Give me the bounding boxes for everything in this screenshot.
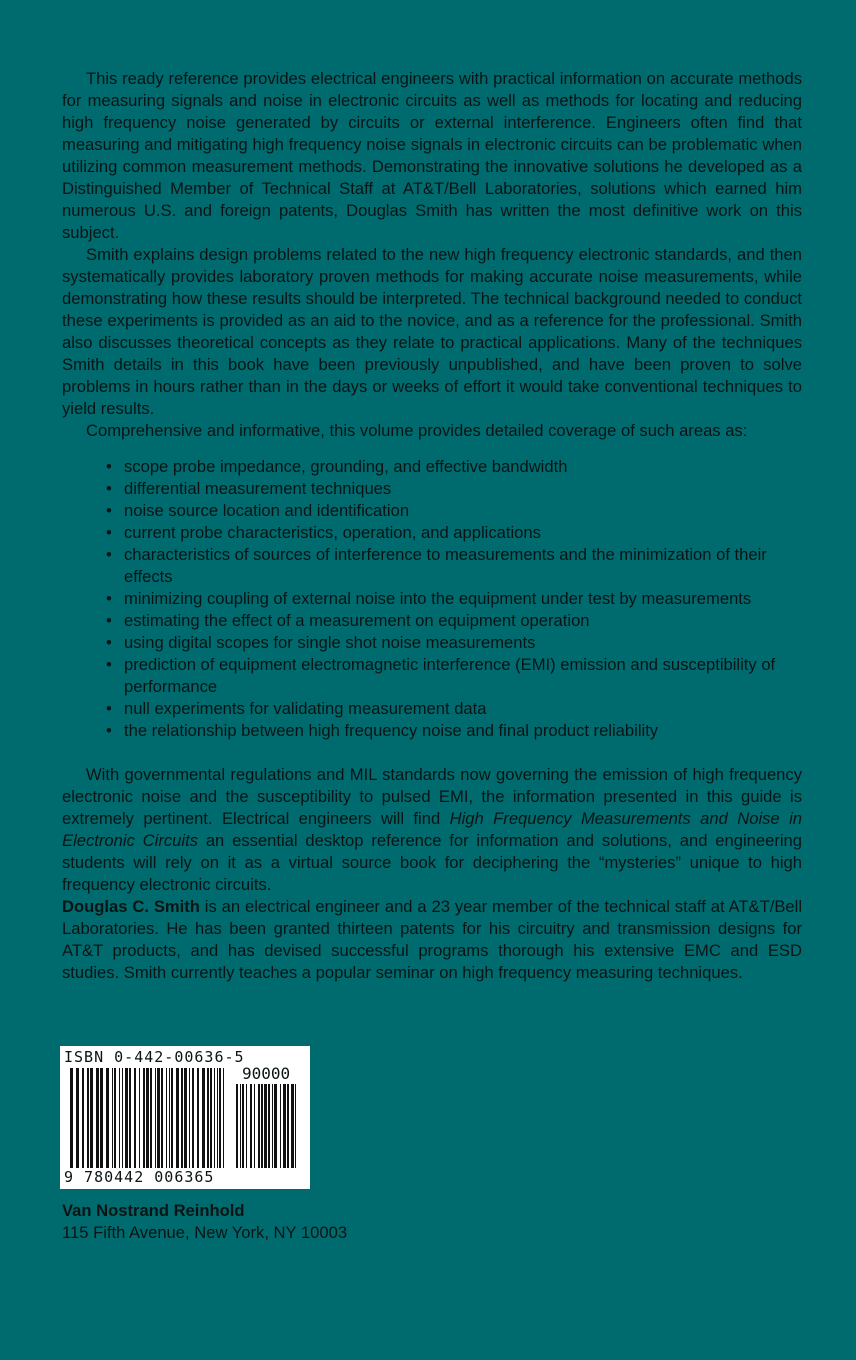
coverage-list-item: [104, 654, 802, 698]
barcode-bar: [70, 1068, 73, 1168]
publisher-address: 115 Fifth Avenue, New York, NY 10003: [62, 1223, 348, 1242]
bullet-icon: •: [106, 611, 112, 630]
barcode-bar: [214, 1068, 215, 1168]
regulations-text-before: With governmental regulations and MIL standards now governing the emission of high frequency electronic noise and the susceptibility to pulsed EMI, the information presented in this guide is extremely pertinent. Electrical engineers will find: [62, 765, 802, 828]
barcode-bar: [250, 1084, 252, 1168]
barcode-bar: [76, 1068, 79, 1168]
barcode-bar: [254, 1084, 255, 1168]
bullet-icon: •: [106, 699, 112, 718]
bullet-icon: •: [106, 523, 112, 542]
description-block: [62, 68, 802, 984]
bullet-icon: •: [106, 655, 112, 674]
bullet-icon: •: [106, 501, 112, 520]
barcode-bar: [82, 1068, 84, 1168]
coverage-item-text: noise source location and identification: [124, 501, 410, 520]
barcode-bar: [189, 1068, 190, 1168]
barcode-bar: [112, 1068, 113, 1168]
coverage-list: [62, 456, 802, 742]
barcode-bar: [146, 1068, 149, 1168]
author-name: Douglas C. Smith: [62, 897, 200, 916]
barcode-bar: [87, 1068, 89, 1168]
coverage-item-text: estimating the effect of a measurement on equipment operation: [124, 611, 590, 630]
barcode-bar: [264, 1084, 267, 1168]
barcode-bar: [261, 1084, 263, 1168]
coverage-list-item: [104, 588, 802, 610]
coverage-list-item: [104, 610, 802, 632]
barcode-bar: [223, 1068, 224, 1168]
coverage-list-item: [104, 544, 802, 588]
methods-paragraph: Smith explains design problems related to the new high frequency electronic standards, and then systematically provides laboratory proven methods for making accurate noise measurements, while demonstrating how these results should be interpreted. The technical background needed to conduct these experiments is provided as an aid to the novice, and as a reference for the professional. Smith also discusses theoretical concepts as they relate to practical applications. Many of the techniques Smith details in this book have been previously unpublished, and have been proven to solve problems in hours rather than in the days or weeks of effort it would take conventional techniques to yield results.: [62, 245, 802, 418]
coverage-item-text: null experiments for validating measurement data: [124, 699, 487, 718]
barcode-bar: [295, 1084, 296, 1168]
coverage-list-item: [104, 456, 802, 478]
barcode-bar: [166, 1068, 167, 1168]
barcode-bar: [242, 1084, 244, 1168]
coverage-item-text: differential measurement techniques: [124, 479, 392, 498]
bullet-icon: •: [106, 589, 112, 608]
barcode-box: [60, 1046, 310, 1189]
bullet-icon: •: [106, 457, 112, 476]
book-title: High Frequency Measurements and Noise in Electronic Circuits: [62, 809, 802, 850]
barcode-bar: [272, 1084, 273, 1168]
barcode-bar: [192, 1068, 194, 1168]
barcode-bar: [197, 1068, 199, 1168]
barcode-bar: [207, 1068, 209, 1168]
coverage-list-item: [104, 720, 802, 742]
coverage-list-item: [104, 632, 802, 654]
author-bio-text: is an electrical engineer and a 23 year member of the technical staff at AT&T/Bell Laboratories. He has been granted thirteen patents for his circuitry and transmission designs for AT&T products, and has devised successful programs thorough his extensive EMC and ESD studies. Smith currently teaches a popular seminar on high frequency measuring techniques.: [62, 897, 803, 982]
coverage-item-text: characteristics of sources of interference to measurements and the minimization of their effects: [124, 545, 767, 586]
bullet-icon: •: [106, 545, 112, 564]
coverage-item-text: prediction of equipment electromagnetic interference (EMI) emission and susceptibility of performance: [124, 655, 776, 696]
barcode-bar: [171, 1068, 173, 1168]
ean-number: 9 780442 006365: [64, 1168, 215, 1186]
regulations-text-after: an essential desktop reference for information and solutions, and engineering students will rely on it as a virtual source book for deciphering the “mysteries” unique to high frequency electronic circuits.: [62, 831, 802, 894]
barcode-bar: [287, 1084, 289, 1168]
barcode-bar: [240, 1084, 241, 1168]
barcode-bar: [106, 1068, 109, 1168]
price-code: 90000: [242, 1064, 291, 1083]
coverage-item-text: current probe characteristics, operation, and applications: [124, 523, 541, 542]
barcode-bar: [157, 1068, 160, 1168]
author-bio: [62, 896, 802, 984]
barcode-bar: [150, 1068, 152, 1168]
publisher-block: [62, 1200, 347, 1244]
coverage-item-text: the relationship between high frequency noise and final product reliability: [124, 721, 659, 740]
barcode-bar: [268, 1084, 270, 1168]
barcode-bar: [90, 1068, 93, 1168]
coverage-list-item: [104, 522, 802, 544]
barcode-bar: [114, 1068, 116, 1168]
barcode-bar: [169, 1068, 170, 1168]
barcode-bar: [219, 1068, 221, 1168]
coverage-list-item: [104, 698, 802, 720]
barcode-bar: [184, 1068, 187, 1168]
regulations-paragraph: [62, 764, 802, 896]
barcode-bar: [274, 1084, 277, 1168]
isbn-label: ISBN 0-442-00636-5: [64, 1048, 245, 1066]
coverage-item-text: minimizing coupling of external noise into the equipment under test by measurements: [124, 589, 752, 608]
bullet-icon: •: [106, 479, 112, 498]
barcode-bar: [280, 1084, 281, 1168]
barcode-bar: [143, 1068, 145, 1168]
coverage-intro: Comprehensive and informative, this volume provides detailed coverage of such areas as:: [86, 421, 748, 440]
bullet-icon: •: [106, 633, 112, 652]
barcode-bar: [129, 1068, 131, 1168]
intro-paragraph: This ready reference provides electrical engineers with practical information on accurate methods for measuring signals and noise in electronic circuits as well as methods for locating and reducing high frequency noise generated by circuits or external interference. Engineers often find that measuring and mitigating high frequency noise signals in electronic circuits can be problematic when utilizing common measurement methods. Demonstrating the innovative solutions he developed as a Distinguished Member of Technical Staff at AT&T/Bell Laboratories, solutions which earned him numerous U.S. and foreign patents, Douglas Smith has written the most definitive work on this subject.: [62, 69, 802, 242]
barcode-bar: [139, 1068, 140, 1168]
coverage-list-item: [104, 478, 802, 500]
barcode-bar: [283, 1084, 286, 1168]
barcode-bar: [161, 1068, 163, 1168]
addon-barcode-bars: [236, 1084, 302, 1168]
coverage-item-text: using digital scopes for single shot noise measurements: [124, 633, 536, 652]
barcode-bar: [134, 1068, 136, 1168]
barcode-bar: [236, 1084, 238, 1168]
barcode-bar: [217, 1068, 218, 1168]
barcode-bar: [210, 1068, 212, 1168]
barcode-bar: [246, 1084, 247, 1168]
barcode-bar: [176, 1068, 179, 1168]
barcode-bar: [155, 1068, 156, 1168]
bullet-icon: •: [106, 721, 112, 740]
coverage-item-text: scope probe impedance, grounding, and effective bandwidth: [124, 457, 568, 476]
barcode-bar: [125, 1068, 128, 1168]
barcode-bar: [258, 1084, 260, 1168]
barcode-bar: [122, 1068, 123, 1168]
coverage-list-item: [104, 500, 802, 522]
barcode-bar: [119, 1068, 120, 1168]
barcode-bar: [202, 1068, 205, 1168]
barcode-bar: [100, 1068, 103, 1168]
barcode-bar: [181, 1068, 183, 1168]
publisher-name: Van Nostrand Reinhold: [62, 1201, 245, 1220]
barcode-bar: [291, 1084, 294, 1168]
ean-barcode-bars: [70, 1068, 230, 1168]
barcode-bar: [96, 1068, 99, 1168]
